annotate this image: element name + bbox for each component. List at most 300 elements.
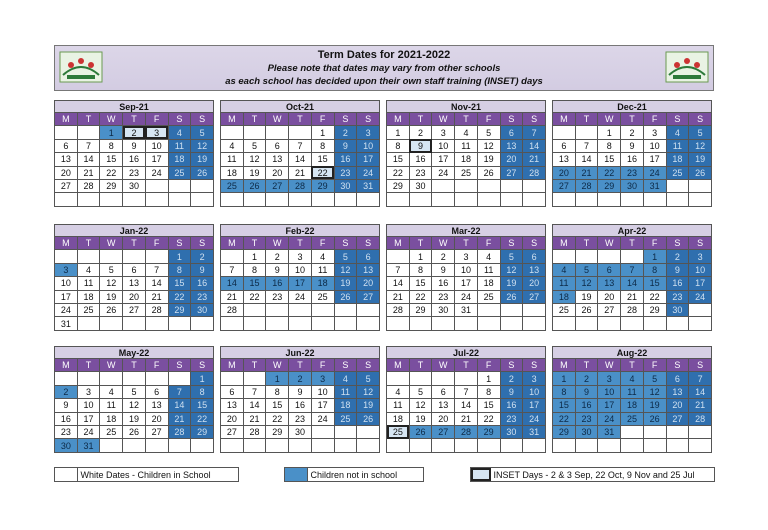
day-cell: 5	[409, 385, 432, 398]
empty-cell	[689, 439, 712, 452]
weekday-header: T	[621, 113, 644, 126]
weekday-header: M	[553, 113, 576, 126]
empty-cell	[643, 439, 666, 452]
day-cell: 23	[123, 166, 146, 179]
day-cell: 26	[689, 166, 712, 179]
day-cell: 7	[387, 263, 410, 276]
empty-cell	[477, 317, 500, 330]
weekday-header: T	[77, 237, 100, 250]
weekday-header: M	[387, 113, 410, 126]
empty-cell	[289, 317, 312, 330]
empty-cell	[243, 126, 266, 139]
empty-cell	[334, 317, 357, 330]
empty-cell	[523, 179, 546, 192]
day-cell: 7	[455, 385, 478, 398]
day-cell: 2	[55, 385, 78, 398]
empty-cell	[500, 317, 523, 330]
day-cell: 3	[523, 372, 546, 385]
day-cell: 10	[311, 385, 334, 398]
month-title: Feb-22	[220, 224, 380, 236]
day-cell: 10	[55, 277, 78, 290]
day-cell: 19	[409, 412, 432, 425]
day-cell: 30	[289, 425, 312, 438]
empty-cell	[500, 193, 523, 206]
day-cell: 17	[311, 399, 334, 412]
weekday-header: W	[432, 359, 455, 372]
day-cell: 16	[266, 277, 289, 290]
day-cell: 20	[221, 412, 244, 425]
legend-not-in-school	[284, 467, 424, 482]
day-cell: 28	[523, 166, 546, 179]
day-cell: 22	[266, 412, 289, 425]
month-oct-21	[220, 100, 380, 207]
day-cell: 21	[689, 399, 712, 412]
empty-cell	[357, 303, 380, 316]
day-cell: 21	[455, 412, 478, 425]
day-cell: 15	[598, 153, 621, 166]
day-cell: 25	[553, 303, 576, 316]
empty-cell	[500, 303, 523, 316]
empty-cell	[621, 193, 644, 206]
day-cell: 28	[575, 179, 598, 192]
empty-cell	[666, 317, 689, 330]
day-cell: 9	[289, 385, 312, 398]
empty-cell	[357, 193, 380, 206]
day-cell: 24	[689, 290, 712, 303]
day-cell: 31	[77, 439, 100, 452]
day-cell: 8	[409, 263, 432, 276]
empty-cell	[575, 193, 598, 206]
day-cell: 7	[523, 126, 546, 139]
day-cell: 20	[55, 166, 78, 179]
day-cell: 28	[455, 425, 478, 438]
empty-cell	[266, 303, 289, 316]
empty-cell	[409, 372, 432, 385]
day-cell: 8	[168, 263, 191, 276]
day-cell: 21	[621, 290, 644, 303]
weekday-header: T	[621, 359, 644, 372]
day-cell: 1	[243, 250, 266, 263]
day-cell: 14	[387, 277, 410, 290]
day-cell: 30	[575, 425, 598, 438]
day-cell: 6	[123, 263, 146, 276]
empty-cell	[455, 317, 478, 330]
empty-cell	[145, 439, 168, 452]
day-cell: 30	[666, 303, 689, 316]
day-cell: 20	[145, 412, 168, 425]
day-cell: 7	[243, 385, 266, 398]
empty-cell	[145, 372, 168, 385]
day-cell: 22	[387, 166, 410, 179]
day-cell: 3	[598, 372, 621, 385]
day-cell: 14	[289, 153, 312, 166]
day-cell: 2	[266, 250, 289, 263]
month-mar-22	[386, 224, 546, 331]
day-cell: 2	[334, 126, 357, 139]
empty-cell	[123, 193, 146, 206]
empty-cell	[455, 193, 478, 206]
day-cell: 15	[409, 277, 432, 290]
day-cell: 15	[168, 277, 191, 290]
weekday-header: T	[243, 237, 266, 250]
day-cell: 18	[221, 166, 244, 179]
empty-cell	[575, 126, 598, 139]
day-cell: 29	[311, 179, 334, 192]
weekday-header: S	[500, 359, 523, 372]
day-cell: 12	[191, 139, 214, 152]
weekday-header: T	[575, 237, 598, 250]
empty-cell	[387, 250, 410, 263]
empty-cell	[100, 439, 123, 452]
weekday-header: S	[334, 237, 357, 250]
day-cell: 27	[500, 166, 523, 179]
day-cell: 24	[77, 425, 100, 438]
empty-cell	[243, 372, 266, 385]
weekday-header: W	[266, 237, 289, 250]
day-cell: 20	[523, 277, 546, 290]
day-cell: 16	[123, 153, 146, 166]
weekday-header: T	[289, 359, 312, 372]
day-cell: 28	[221, 303, 244, 316]
day-cell: 9	[191, 263, 214, 276]
empty-cell	[221, 193, 244, 206]
weekday-header: T	[123, 359, 146, 372]
empty-cell	[100, 250, 123, 263]
day-cell: 24	[55, 303, 78, 316]
empty-cell	[334, 303, 357, 316]
day-cell: 11	[77, 277, 100, 290]
empty-cell	[221, 126, 244, 139]
day-cell: 21	[145, 290, 168, 303]
empty-cell	[387, 317, 410, 330]
day-cell: 26	[100, 303, 123, 316]
empty-cell	[289, 126, 312, 139]
day-cell: 4	[221, 139, 244, 152]
weekday-header: T	[77, 113, 100, 126]
day-cell: 22	[311, 166, 334, 179]
empty-cell	[168, 372, 191, 385]
empty-cell	[523, 317, 546, 330]
day-cell: 10	[523, 385, 546, 398]
weekday-header: T	[621, 237, 644, 250]
day-cell: 28	[387, 303, 410, 316]
day-cell: 17	[689, 277, 712, 290]
empty-cell	[598, 439, 621, 452]
weekday-header: T	[409, 359, 432, 372]
empty-cell	[409, 439, 432, 452]
weekday-header: S	[191, 359, 214, 372]
day-cell: 11	[477, 263, 500, 276]
weekday-header: S	[357, 237, 380, 250]
day-cell: 31	[357, 179, 380, 192]
day-cell: 19	[334, 277, 357, 290]
month-nov-21	[386, 100, 546, 207]
day-cell: 22	[477, 412, 500, 425]
day-cell: 23	[266, 290, 289, 303]
weekday-header: M	[387, 359, 410, 372]
day-cell: 14	[77, 153, 100, 166]
day-cell: 10	[598, 385, 621, 398]
day-cell: 1	[387, 126, 410, 139]
weekday-header: F	[311, 237, 334, 250]
day-cell: 26	[243, 179, 266, 192]
day-cell: 3	[77, 385, 100, 398]
empty-cell	[500, 179, 523, 192]
empty-cell	[311, 425, 334, 438]
day-cell: 29	[477, 425, 500, 438]
weekday-header: S	[191, 237, 214, 250]
day-cell: 5	[357, 372, 380, 385]
day-cell: 12	[243, 153, 266, 166]
month-title: May-22	[54, 346, 214, 358]
day-cell: 5	[689, 126, 712, 139]
day-cell: 31	[455, 303, 478, 316]
empty-cell	[100, 317, 123, 330]
empty-cell	[55, 193, 78, 206]
day-cell: 27	[553, 179, 576, 192]
empty-cell	[666, 425, 689, 438]
day-cell: 16	[409, 153, 432, 166]
day-cell: 15	[311, 153, 334, 166]
weekday-header: M	[55, 113, 78, 126]
day-cell: 15	[553, 399, 576, 412]
day-cell: 5	[243, 139, 266, 152]
day-cell: 22	[191, 412, 214, 425]
day-cell: 10	[145, 139, 168, 152]
day-cell: 20	[123, 290, 146, 303]
day-cell: 5	[575, 263, 598, 276]
day-cell: 2	[289, 372, 312, 385]
weekday-header: M	[55, 237, 78, 250]
day-cell: 18	[553, 290, 576, 303]
empty-cell	[55, 372, 78, 385]
weekday-header: T	[575, 113, 598, 126]
day-cell: 9	[500, 385, 523, 398]
day-cell: 31	[643, 179, 666, 192]
day-cell: 22	[553, 412, 576, 425]
day-cell: 28	[621, 303, 644, 316]
day-cell: 23	[289, 412, 312, 425]
day-cell: 6	[523, 250, 546, 263]
day-cell: 21	[289, 166, 312, 179]
day-cell: 10	[289, 263, 312, 276]
day-cell: 11	[553, 277, 576, 290]
weekday-header: M	[387, 237, 410, 250]
day-cell: 14	[455, 399, 478, 412]
day-cell: 31	[523, 425, 546, 438]
empty-cell	[689, 317, 712, 330]
day-cell: 29	[191, 425, 214, 438]
empty-cell	[191, 439, 214, 452]
day-cell: 6	[55, 139, 78, 152]
day-cell: 16	[334, 153, 357, 166]
day-cell: 13	[266, 153, 289, 166]
day-cell: 6	[666, 372, 689, 385]
legend-notin-label: Children not in school	[310, 470, 398, 480]
empty-cell	[357, 439, 380, 452]
day-cell: 27	[123, 303, 146, 316]
empty-cell	[77, 317, 100, 330]
empty-cell	[289, 303, 312, 316]
day-cell: 13	[598, 277, 621, 290]
day-cell: 13	[523, 263, 546, 276]
month-title: Jun-22	[220, 346, 380, 358]
day-cell: 16	[621, 153, 644, 166]
month-sep-21	[54, 100, 214, 207]
day-cell: 12	[357, 385, 380, 398]
weekday-header: S	[689, 113, 712, 126]
day-cell: 6	[500, 126, 523, 139]
day-cell: 11	[666, 139, 689, 152]
day-cell: 21	[243, 412, 266, 425]
day-cell: 14	[243, 399, 266, 412]
day-cell: 11	[221, 153, 244, 166]
month-jan-22	[54, 224, 214, 331]
empty-cell	[243, 439, 266, 452]
day-cell: 1	[553, 372, 576, 385]
weekday-header: M	[221, 359, 244, 372]
empty-cell	[311, 439, 334, 452]
weekday-header: F	[643, 359, 666, 372]
day-cell: 19	[689, 153, 712, 166]
day-cell: 17	[145, 153, 168, 166]
day-cell: 18	[311, 277, 334, 290]
weekday-header: S	[334, 113, 357, 126]
day-cell: 14	[689, 385, 712, 398]
day-cell: 14	[575, 153, 598, 166]
day-cell: 23	[432, 290, 455, 303]
weekday-header: T	[575, 359, 598, 372]
weekday-header: S	[191, 113, 214, 126]
day-cell: 7	[621, 263, 644, 276]
day-cell: 20	[500, 153, 523, 166]
weekday-header: T	[409, 237, 432, 250]
day-cell: 16	[55, 412, 78, 425]
weekday-header: F	[145, 359, 168, 372]
day-cell: 30	[621, 179, 644, 192]
weekday-header: S	[666, 113, 689, 126]
day-cell: 12	[100, 277, 123, 290]
empty-cell	[553, 317, 576, 330]
day-cell: 18	[621, 399, 644, 412]
day-cell: 23	[621, 166, 644, 179]
empty-cell	[432, 179, 455, 192]
day-cell: 5	[334, 250, 357, 263]
day-cell: 9	[334, 139, 357, 152]
empty-cell	[145, 317, 168, 330]
day-cell: 10	[77, 399, 100, 412]
day-cell: 3	[455, 250, 478, 263]
empty-cell	[243, 193, 266, 206]
legend-swatch-white	[55, 468, 78, 481]
month-title: Apr-22	[552, 224, 712, 236]
weekday-header: W	[432, 113, 455, 126]
weekday-header: F	[477, 113, 500, 126]
day-cell: 1	[266, 372, 289, 385]
weekday-header: M	[221, 237, 244, 250]
weekday-header: W	[100, 237, 123, 250]
day-cell: 26	[357, 412, 380, 425]
empty-cell	[432, 372, 455, 385]
empty-cell	[221, 317, 244, 330]
empty-cell	[523, 193, 546, 206]
day-cell: 26	[575, 303, 598, 316]
empty-cell	[334, 425, 357, 438]
day-cell: 27	[145, 425, 168, 438]
day-cell: 5	[500, 250, 523, 263]
day-cell: 2	[191, 250, 214, 263]
empty-cell	[55, 250, 78, 263]
legend-swatch-blue	[285, 468, 308, 481]
day-cell: 18	[100, 412, 123, 425]
month-apr-22	[552, 224, 712, 331]
day-cell: 12	[500, 263, 523, 276]
day-cell: 4	[666, 126, 689, 139]
day-cell: 23	[575, 412, 598, 425]
day-cell: 19	[643, 399, 666, 412]
day-cell: 1	[191, 372, 214, 385]
day-cell: 30	[432, 303, 455, 316]
day-cell: 24	[357, 166, 380, 179]
day-cell: 17	[523, 399, 546, 412]
weekday-header: T	[455, 113, 478, 126]
day-cell: 25	[621, 412, 644, 425]
day-cell: 24	[432, 166, 455, 179]
weekday-header: S	[168, 237, 191, 250]
legend-inset	[470, 467, 715, 482]
weekday-header: M	[553, 359, 576, 372]
day-cell: 25	[455, 166, 478, 179]
empty-cell	[77, 193, 100, 206]
day-cell: 30	[123, 179, 146, 192]
empty-cell	[598, 317, 621, 330]
weekday-header: T	[455, 237, 478, 250]
weekday-header: S	[357, 359, 380, 372]
day-cell: 20	[266, 166, 289, 179]
day-cell: 29	[266, 425, 289, 438]
subtitle-line-2: as each school has decided upon their own staff training (INSET) days	[225, 76, 543, 87]
weekday-header: W	[598, 237, 621, 250]
day-cell: 25	[221, 179, 244, 192]
day-cell: 26	[123, 425, 146, 438]
day-cell: 2	[409, 126, 432, 139]
empty-cell	[432, 317, 455, 330]
day-cell: 11	[387, 399, 410, 412]
day-cell: 31	[55, 317, 78, 330]
weekday-header: M	[553, 237, 576, 250]
school-logo-icon	[665, 51, 709, 83]
day-cell: 29	[409, 303, 432, 316]
day-cell: 3	[357, 126, 380, 139]
day-cell: 2	[666, 250, 689, 263]
day-cell: 10	[432, 139, 455, 152]
empty-cell	[221, 250, 244, 263]
day-cell: 25	[100, 425, 123, 438]
empty-cell	[191, 179, 214, 192]
empty-cell	[357, 317, 380, 330]
day-cell: 6	[266, 139, 289, 152]
day-cell: 3	[311, 372, 334, 385]
day-cell: 16	[500, 399, 523, 412]
empty-cell	[55, 126, 78, 139]
month-title: Oct-21	[220, 100, 380, 112]
day-cell: 19	[243, 166, 266, 179]
day-cell: 17	[289, 277, 312, 290]
day-cell: 3	[432, 126, 455, 139]
legend-inset-label: INSET Days - 2 & 3 Sep, 22 Oct, 9 Nov and 25 Jul	[493, 470, 695, 480]
empty-cell	[455, 439, 478, 452]
day-cell: 26	[500, 290, 523, 303]
